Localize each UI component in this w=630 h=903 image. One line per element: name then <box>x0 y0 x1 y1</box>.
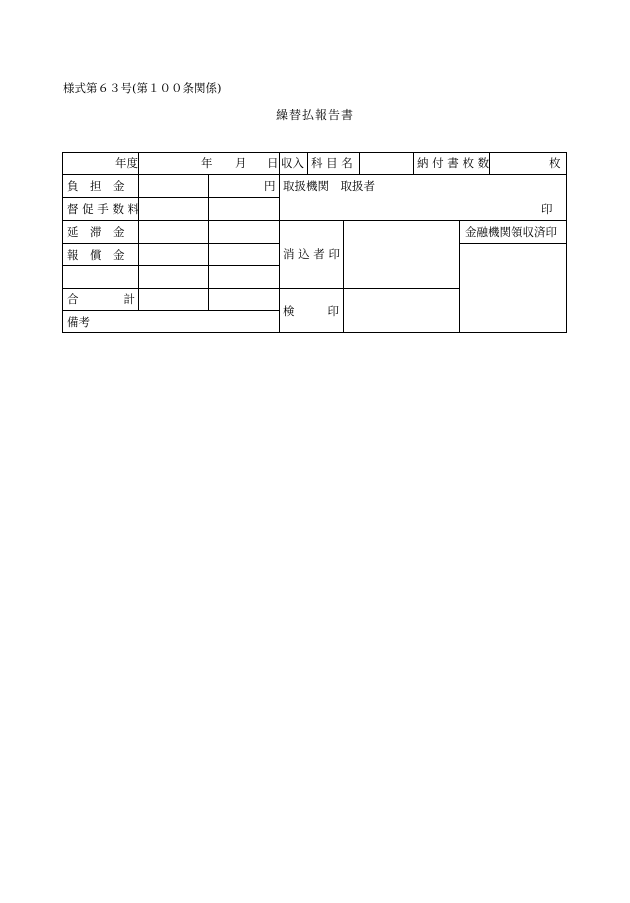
rule-col-mid <box>279 153 280 332</box>
total-label-right: 計 <box>123 292 135 306</box>
total-label-left: 合 <box>67 292 79 306</box>
rule-row4 <box>63 243 279 244</box>
receipt-label: 収入 <box>281 156 304 170</box>
day-label: 日 <box>267 156 279 170</box>
compensation-label: 報 償 金 <box>67 248 125 262</box>
rule-col-subject-value <box>413 153 414 174</box>
rule-col-receipt <box>307 153 308 174</box>
fiscal-year-label: 年度 <box>115 156 138 170</box>
inspection-label-right: 印 <box>327 304 339 318</box>
handler-seal: 印 <box>541 202 553 216</box>
yen-unit: 円 <box>264 179 276 193</box>
canceller-seal-label: 消 込 者 印 <box>283 247 340 261</box>
bank-receipt-seal-label: 金融機関領収済印 <box>465 225 557 239</box>
rule-col-sheets <box>489 153 490 174</box>
report-form-table <box>62 152 567 333</box>
rule-row2 <box>63 197 279 198</box>
inspection-seal-label <box>283 304 339 318</box>
fee-label: 督 促 手 数 料 <box>67 202 140 216</box>
late-fee-label: 延 滞 金 <box>67 225 125 239</box>
rule-row6 <box>63 288 459 289</box>
rule-col-stamp-label <box>343 220 344 332</box>
rule-col-bank <box>459 220 460 332</box>
remarks-label: 備考 <box>67 315 90 329</box>
num-sheets-label: 納 付 書 枚 数 <box>417 156 490 170</box>
document-title: 繰替払報告書 <box>275 108 354 122</box>
rule-col-subject <box>359 153 360 174</box>
rule-col-label <box>138 153 139 310</box>
subject-label: 科 目 名 <box>311 156 353 170</box>
handler-label: 取扱機関 取扱者 <box>283 179 375 193</box>
form-number: 様式第６３号(第１００条関係) <box>63 81 222 95</box>
month-label: 月 <box>235 156 247 170</box>
rule-col-amount <box>208 174 209 310</box>
year-label: 年 <box>201 156 213 170</box>
rule-row7 <box>63 310 279 311</box>
burden-label: 負 担 金 <box>67 179 125 193</box>
inspection-label-left: 検 <box>283 304 295 318</box>
sheet-unit-label: 枚 <box>549 156 561 170</box>
rule-bank-header <box>459 243 566 244</box>
total-label <box>67 292 135 306</box>
rule-row5 <box>63 265 279 266</box>
